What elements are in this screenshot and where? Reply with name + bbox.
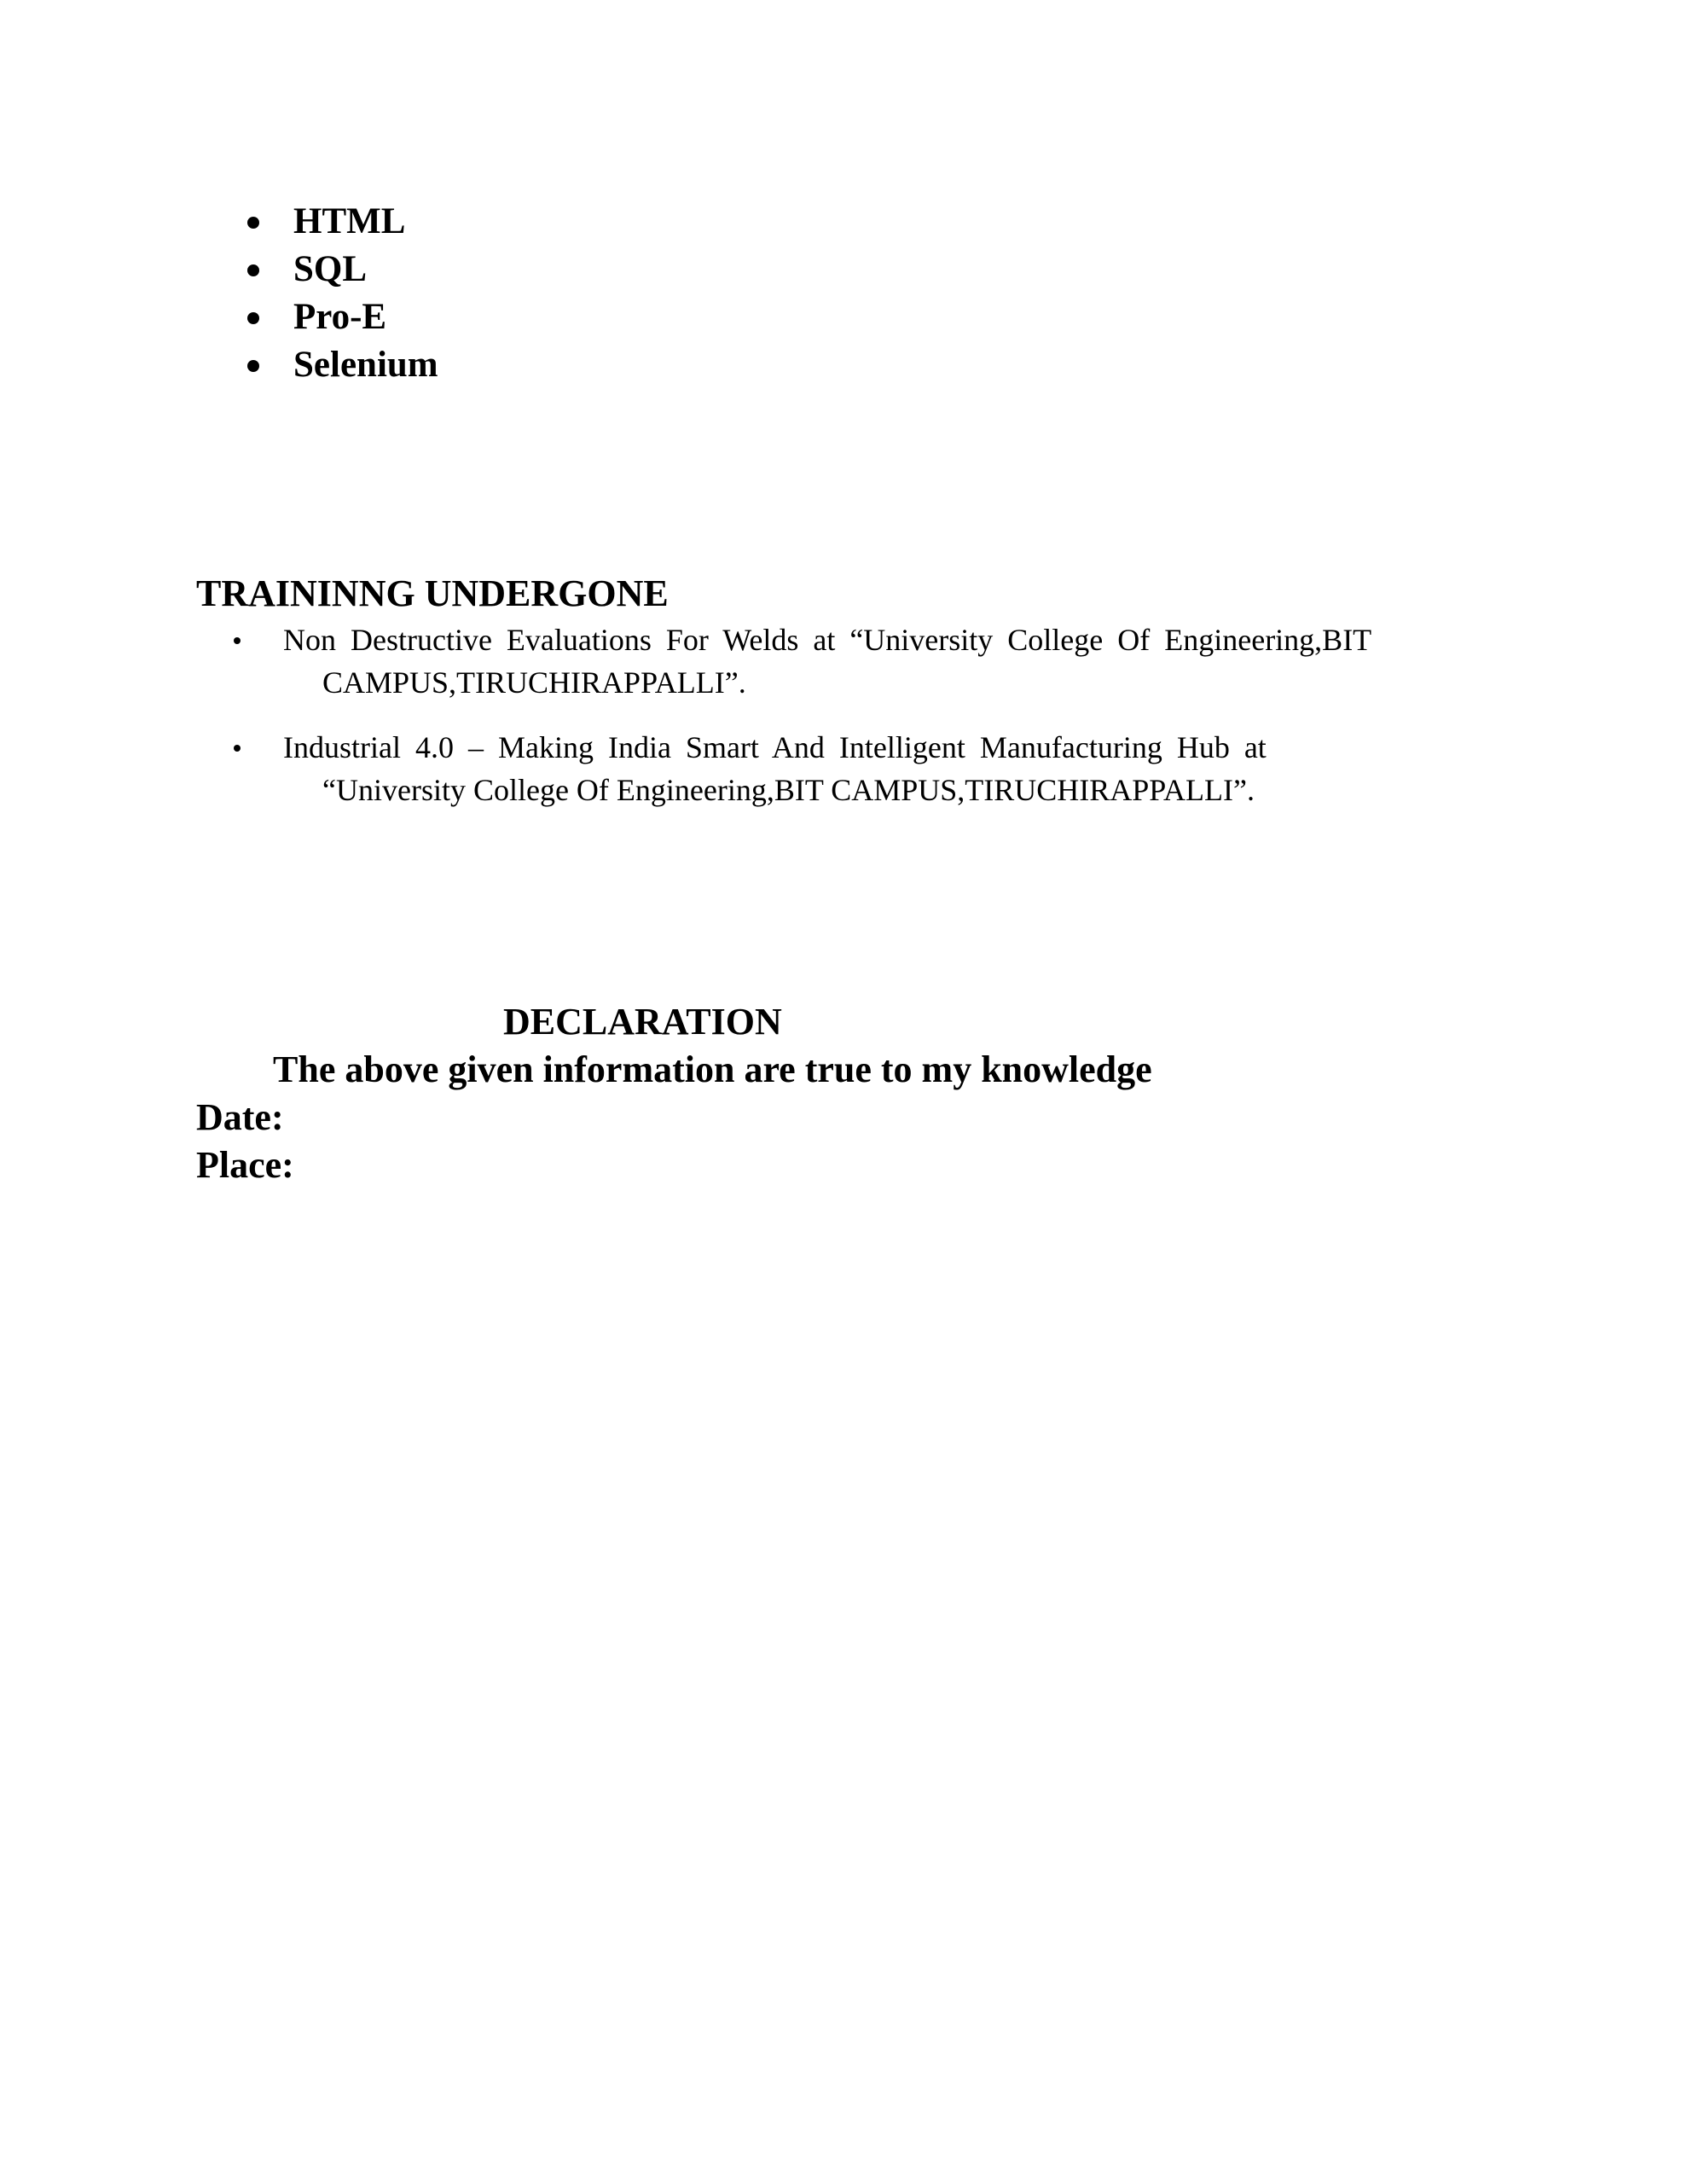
skill-item-selenium bbox=[239, 341, 438, 389]
training-text-line: CAMPUS,TIRUCHIRAPPALLI”. bbox=[322, 665, 746, 700]
skills-list bbox=[239, 198, 438, 389]
bullet-icon bbox=[234, 637, 241, 644]
skill-item-sql bbox=[239, 246, 438, 293]
training-text-line: “University College Of Engineering,BIT CAMPUS,TIRUCHIRAPPALLI”. bbox=[322, 773, 1255, 807]
training-list bbox=[230, 619, 1372, 834]
declaration-title: DECLARATION bbox=[503, 1001, 782, 1043]
training-item bbox=[230, 619, 1372, 704]
training-heading: TRAININNG UNDERGONE bbox=[196, 572, 669, 614]
skill-label: Selenium bbox=[293, 345, 438, 385]
skill-item-html bbox=[239, 198, 438, 246]
skill-item-pro-e bbox=[239, 293, 438, 341]
training-item bbox=[230, 726, 1339, 811]
training-text-line: Industrial 4.0 – Making India Smart And Intelligent Manufacturing Hub at bbox=[283, 730, 1267, 764]
skill-label: SQL bbox=[293, 249, 368, 289]
bullet-icon bbox=[247, 360, 259, 372]
skill-label: HTML bbox=[293, 201, 406, 241]
bullet-icon bbox=[247, 312, 259, 324]
skill-label: Pro-E bbox=[293, 297, 387, 337]
training-text-line: Non Destructive Evaluations For Welds at “University College Of Engineering,BIT bbox=[283, 623, 1372, 657]
date-label: Date: bbox=[196, 1096, 284, 1138]
bullet-icon bbox=[234, 745, 241, 752]
bullet-icon bbox=[247, 264, 259, 276]
declaration-statement: The above given information are true to my knowledge bbox=[273, 1048, 1152, 1090]
place-label: Place: bbox=[196, 1144, 294, 1186]
bullet-icon bbox=[247, 217, 259, 229]
